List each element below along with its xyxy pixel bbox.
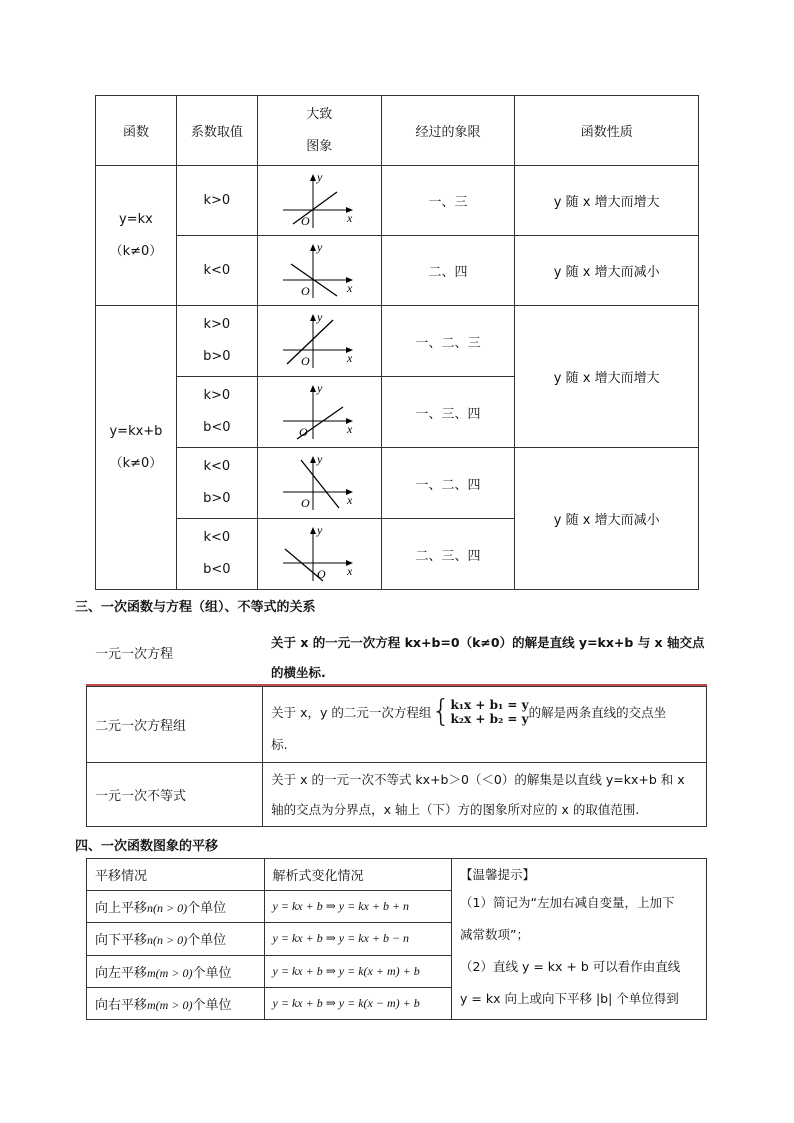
origin-label: O [301, 283, 310, 298]
header-graph-line2: 图象 [306, 138, 333, 154]
coef-b: b>0 [203, 349, 231, 364]
graph-cell [257, 306, 381, 377]
sys-description-cell [263, 687, 707, 763]
property-cell: y 随 x 增大而减小 [515, 236, 699, 306]
eq1-text-line1: 关于 x 的一元一次方程 kx+b=0（k≠0）的解是直线 y=kx+b 与 x 轴交点 [271, 635, 705, 650]
coef-k: k>0 [203, 388, 231, 403]
case-unit: 个单位 [192, 965, 232, 981]
axis-x-label: x [347, 564, 353, 578]
axis-y-label: y [317, 241, 323, 254]
axis-y-label: y [317, 383, 323, 395]
coef-cell [176, 306, 257, 377]
property-cell-increasing: y 随 x 增大而增大 [515, 306, 699, 448]
sys-label-cell [87, 687, 263, 763]
case-var: m(m > 0) [147, 997, 193, 1012]
function-kx-formula: y=kx [119, 211, 153, 227]
coef-k: k<0 [203, 459, 231, 474]
function-cell-kxb [96, 306, 177, 590]
function-cell-kx [96, 166, 177, 306]
sys-text-a: 关于 x，y 的二元一次方程组 [271, 704, 432, 720]
eq1-text-line2: 的横坐标. [271, 665, 326, 680]
translation-table [86, 858, 707, 1020]
coef-k: k<0 [203, 263, 231, 278]
origin-label: O [317, 567, 326, 581]
quadrants-cell: 一、二、三 [381, 306, 515, 377]
header-graph-line1: 大致 [306, 106, 333, 122]
coef-cell [176, 519, 257, 590]
case-text: 向右平移 [95, 997, 148, 1013]
quadrants-cell: 一、二、四 [381, 448, 515, 519]
coef-k: k>0 [203, 317, 231, 332]
graph-cell [257, 236, 381, 306]
graph-k-pos [277, 172, 361, 230]
tip-line-1: （1）简记为“左加右减自变量，上加下 [460, 895, 675, 910]
case-var: n(n > 0) [147, 901, 188, 916]
axis-y-label: y [317, 171, 323, 184]
coef-cell [176, 236, 257, 306]
ineq-label: 一元一次不等式 [95, 789, 187, 804]
header-case: 平移情况 [87, 859, 265, 891]
header-function: 函数 [96, 96, 177, 166]
graph-cell [257, 166, 381, 236]
header-change: 解析式变化情况 [264, 859, 452, 891]
graph-cell [257, 448, 381, 519]
tip-line-3: （2）直线 y = kx + b 可以看作由直线 [460, 959, 681, 974]
section4-title: 四、一次函数图象的平移 [75, 839, 219, 854]
ineq-text-line2: 轴的交点为分界点，x 轴上（下）方的图象所对应的 x 的取值范围. [271, 801, 640, 817]
tip-line-4: y = kx 向上或向下平移 |b| 个单位得到 [460, 991, 679, 1006]
header-graph [257, 96, 381, 166]
change-cell: y = kx + b ⇒ y = kx + b + n [264, 891, 452, 923]
header-coefficient: 系数取值 [176, 96, 257, 166]
function-kxb-formula: y=kx+b [109, 423, 163, 439]
function-line [287, 320, 333, 364]
linear-function-table [95, 95, 699, 590]
graph-k-pos-b-neg [277, 383, 361, 441]
case-var: m(m > 0) [147, 965, 193, 980]
change-cell: y = kx + b ⇒ y = kx + b − n [264, 923, 452, 955]
axis-x-label: x [347, 422, 353, 436]
sys-text-b: 的解是两条直线的交点坐 [528, 704, 667, 720]
section3-title: 三、一次函数与方程（组）、不等式的关系 [75, 600, 316, 615]
origin-label: O [301, 213, 310, 228]
quadrants-cell: 一、三、四 [381, 377, 515, 448]
header-property: 函数性质 [515, 96, 699, 166]
case-text: 向下平移 [95, 933, 148, 949]
function-line [293, 192, 337, 224]
coef-k: k>0 [203, 193, 231, 208]
equation-system [450, 698, 528, 726]
change-cell: y = kx + b ⇒ y = k(x − m) + b [264, 987, 452, 1019]
tip-line-2: 减常数项”； [460, 927, 530, 942]
graph-k-pos-b-pos [277, 312, 361, 370]
axis-y-label: y [317, 525, 323, 537]
property-cell-decreasing: y 随 x 增大而减小 [515, 448, 699, 590]
coef-b: b<0 [203, 562, 231, 577]
eq1-label: 一元一次方程 [95, 647, 174, 662]
axis-x-label: x [347, 280, 353, 295]
case-unit: 个单位 [187, 901, 227, 917]
ineq-label-cell [87, 763, 263, 827]
quadrants-cell: 二、四 [381, 236, 515, 306]
coef-cell [176, 377, 257, 448]
axis-x-label: x [347, 210, 353, 225]
tip-cell [452, 859, 707, 1020]
graph-k-neg [277, 242, 361, 300]
axis-y-label: y [317, 312, 323, 324]
quadrants-cell: 二、三、四 [381, 519, 515, 590]
function-kx-condition: （k≠0） [109, 243, 163, 259]
origin-label: O [299, 425, 308, 439]
property-cell: y 随 x 增大而增大 [515, 166, 699, 236]
axis-x-label: x [347, 351, 353, 365]
coef-k: k<0 [203, 530, 231, 545]
origin-label: O [301, 496, 310, 510]
sys-equation-2: k₂x + b₂ = y [450, 711, 529, 726]
sys-label: 二元一次方程组 [95, 719, 187, 734]
axis-x-label: x [347, 493, 353, 507]
coef-b: b<0 [203, 420, 231, 435]
case-unit: 个单位 [187, 933, 227, 949]
case-cell [87, 955, 265, 987]
change-cell: y = kx + b ⇒ y = k(x + m) + b [264, 955, 452, 987]
coef-cell [176, 448, 257, 519]
case-text: 向左平移 [95, 965, 148, 981]
graph-cell [257, 377, 381, 448]
case-cell [87, 891, 265, 923]
case-cell [87, 987, 265, 1019]
ineq-description-cell [263, 763, 707, 827]
ineq-text-line1: 关于 x 的一元一次不等式 kx+b＞0（＜0）的解集是以直线 y=kx+b 和 x [271, 771, 685, 787]
case-cell [87, 923, 265, 955]
case-unit: 个单位 [192, 997, 232, 1013]
case-var: n(n > 0) [147, 933, 188, 948]
tip-title: 【温馨提示】 [460, 867, 536, 882]
eq1-description [271, 628, 711, 688]
graph-k-neg-b-pos [277, 454, 361, 512]
origin-label: O [301, 354, 310, 368]
sys-equation-1: k₁x + b₁ = y [450, 697, 529, 712]
left-brace: { [431, 693, 451, 729]
coef-cell [176, 166, 257, 236]
header-quadrants: 经过的象限 [381, 96, 515, 166]
function-kxb-condition: （k≠0） [109, 455, 163, 471]
case-text: 向上平移 [95, 901, 148, 917]
equation-relation-table [86, 686, 707, 827]
sys-text-c: 标. [271, 736, 288, 752]
coef-b: b>0 [203, 491, 231, 506]
quadrants-cell: 一、三 [381, 166, 515, 236]
graph-k-neg-b-neg [277, 525, 361, 583]
graph-cell [257, 519, 381, 590]
axis-y-label: y [317, 454, 323, 466]
